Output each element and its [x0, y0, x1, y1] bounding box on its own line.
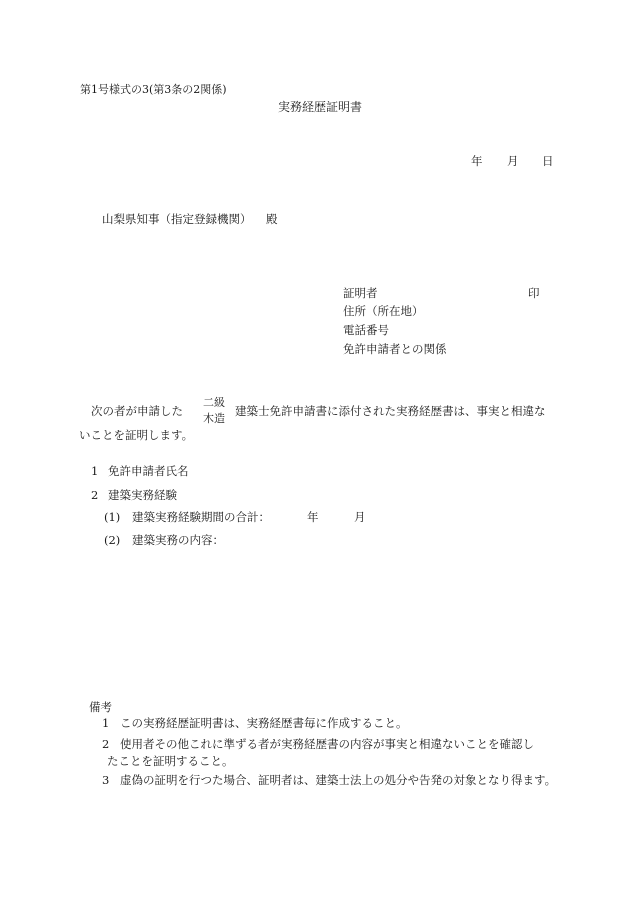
addressee-honorific: 殿	[266, 212, 278, 226]
subitem2-number: (2)	[104, 533, 121, 547]
item1-label: 免許申請者氏名	[108, 464, 189, 478]
subitem1-year-unit: 年	[307, 510, 319, 524]
seal-mark: 印	[528, 286, 540, 300]
certifier-relation-label: 免許申請者との関係	[343, 342, 447, 356]
license-grade-option-2: 木造	[203, 412, 225, 425]
date-month: 月	[507, 154, 519, 168]
note2-number: 2	[102, 737, 110, 751]
item2-number: 2	[91, 488, 99, 502]
note1-text: この実務経歴証明書は、実務経歴書毎に作成すること。	[120, 716, 408, 730]
date-day: 日	[542, 154, 554, 168]
item1-number: 1	[91, 464, 99, 478]
certifier-phone-label: 電話番号	[343, 323, 389, 337]
document-title: 実務経歴証明書	[278, 100, 363, 114]
statement-line1-start: 次の者が申請した	[91, 404, 183, 418]
subitem2-label: 建築実務の内容：	[132, 533, 224, 547]
date-year: 年	[471, 154, 483, 168]
item2-label: 建築実務経験	[108, 488, 177, 502]
subitem1-number: (1)	[104, 510, 121, 524]
subitem1-label: 建築実務経験期間の合計：	[132, 510, 270, 524]
note3-number: 3	[102, 773, 110, 787]
certifier-label: 証明者	[343, 286, 378, 300]
certifier-address-label: 住所（所在地）	[343, 304, 424, 318]
note2-continuation: たことを証明すること。	[107, 754, 234, 768]
statement-line1-end: 建築士免許申請書に添付された実務経歴書は、事実と相違な	[235, 404, 546, 418]
note1-number: 1	[102, 716, 110, 730]
addressee-name: 山梨県知事（指定登録機関）	[102, 212, 252, 226]
form-number: 第1号様式の3(第3条の2関係)	[80, 83, 227, 96]
statement-line2: いことを証明します。	[79, 428, 194, 442]
license-grade-option-1: 二級	[203, 396, 225, 409]
remarks-heading: 備考	[89, 700, 112, 714]
subitem1-month-unit: 月	[354, 510, 366, 524]
note2-text: 使用者その他これに準ずる者が実務経歴書の内容が事実と相違ないことを確認し	[120, 737, 534, 751]
note3-text: 虚偽の証明を行つた場合、証明者は、建築士法上の処分や告発の対象となり得ます。	[120, 773, 557, 787]
